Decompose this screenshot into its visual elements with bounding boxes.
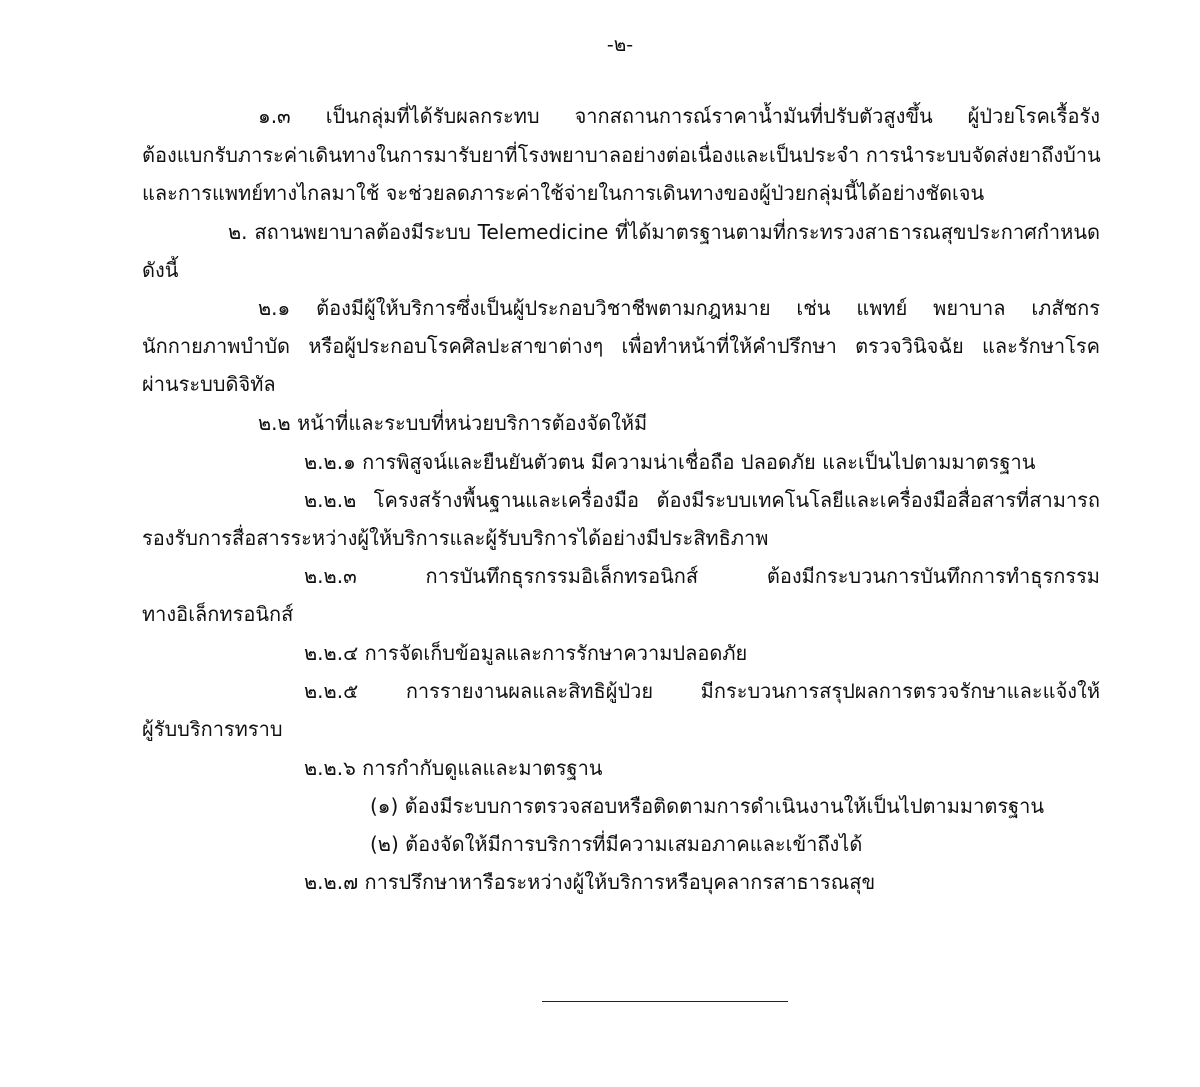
paragraph-2-2-line-1: ๒.๒ หน้าที่และระบบที่หน่วยบริการต้องจัดให้มี [258,411,648,435]
page-number: -๒- [606,34,634,56]
paragraph-2-2-2-line-2: รองรับการสื่อสารระหว่างผู้ให้บริการและผู้รับบริการได้อย่างมีประสิทธิภาพ [142,526,769,550]
paragraph-2-1-line-1: ๒.๑ ต้องมีผู้ให้บริการซึ่งเป็นผู้ประกอบวิชาชีพตามกฎหมาย เช่น แพทย์ พยาบาล เภสัชกร [258,296,1100,320]
paragraph-2-line-2: ดังนี้ [142,258,179,282]
paragraph-2-line-1: ๒. สถานพยาบาลต้องมีระบบ Telemedicine ที่ได้มาตรฐานตามที่กระทรวงสาธารณสุขประกาศกำหนด [228,220,1100,244]
paragraph-1-3-line-3: และการแพทย์ทางไกลมาใช้ จะช่วยลดภาระค่าใช้จ่ายในการเดินทางของผู้ป่วยกลุ่มนี้ได้อย่างชัดเจน [142,181,985,205]
paragraph-2-2-7-line-1: ๒.๒.๗ การปรึกษาหารือระหว่างผู้ให้บริการหรือบุคลากรสาธารณสุข [304,870,876,894]
paragraph-2-2-6-line-1: ๒.๒.๖ การกำกับดูแลและมาตรฐาน [304,756,603,780]
paragraph-1-3-line-2: ต้องแบกรับภาระค่าเดินทางในการมารับยาที่โรงพยาบาลอย่างต่อเนื่องและเป็นประจำ การนำระบบจัดส่งยาถึงบ้าน [142,143,1101,167]
paragraph-2-2-3-line-1: ๒.๒.๓ การบันทึกธุรกรรมอิเล็กทรอนิกส์ ต้องมีกระบวนการบันทึกการทำธุรกรรม [304,564,1100,588]
paragraph-1-3-line-1: ๑.๓ เป็นกลุ่มที่ได้รับผลกระทบ จากสถานการณ์ราคาน้ำมันที่ปรับตัวสูงขึ้น ผู้ป่วยโรคเรื้อรัง [258,104,1100,128]
paragraph-2-2-1-line-1: ๒.๒.๑ การพิสูจน์และยืนยันตัวตน มีความน่าเชื่อถือ ปลอดภัย และเป็นไปตามมาตรฐาน [304,450,1036,474]
paragraph-2-2-6-item-1: (๑) ต้องมีระบบการตรวจสอบหรือติดตามการดำเนินงานให้เป็นไปตามมาตรฐาน [370,794,1045,818]
paragraph-2-2-5-line-1: ๒.๒.๕ การรายงานผลและสิทธิผู้ป่วย มีกระบวนการสรุปผลการตรวจรักษาและแจ้งให้ [304,679,1100,703]
paragraph-2-2-4-line-1: ๒.๒.๔ การจัดเก็บข้อมูลและการรักษาความปลอดภัย [304,641,748,665]
paragraph-2-2-6-item-2: (๒) ต้องจัดให้มีการบริการที่มีความเสมอภาคและเข้าถึงได้ [370,832,863,856]
paragraph-2-1-line-2: นักกายภาพบำบัด หรือผู้ประกอบโรคศิลปะสาขาต่างๆ เพื่อทำหน้าที่ให้คำปรึกษา ตรวจวินิจฉัย และรักษาโรค [142,334,1100,358]
paragraph-2-1-line-3: ผ่านระบบดิจิทัล [142,372,276,396]
paragraph-2-2-3-line-2: ทางอิเล็กทรอนิกส์ [142,602,294,626]
paragraph-2-2-2-line-1: ๒.๒.๒ โครงสร้างพื้นฐานและเครื่องมือ ต้องมีระบบเทคโนโลยีและเครื่องมือสื่อสารที่สามารถ [304,488,1100,512]
footer-divider [542,1001,788,1002]
paragraph-2-2-5-line-2: ผู้รับบริการทราบ [142,717,283,741]
